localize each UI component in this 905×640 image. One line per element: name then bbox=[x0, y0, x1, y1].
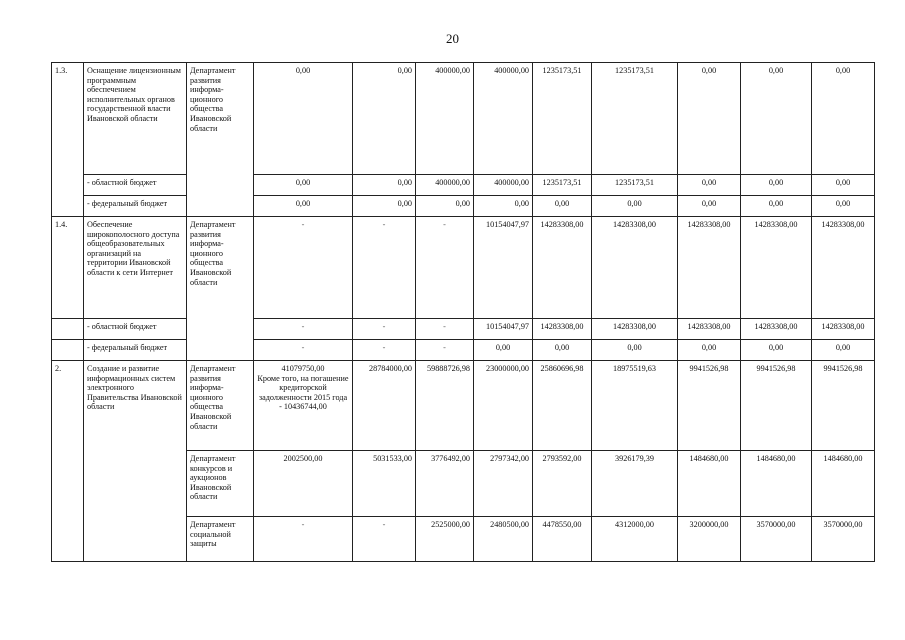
budget-source-label: - федеральный бюджет bbox=[84, 196, 187, 217]
value-cell: 3570000,00 bbox=[741, 517, 812, 562]
department: Департамент конкурсов и аукционов Ивановской области bbox=[187, 451, 254, 517]
value-cell: - bbox=[353, 517, 416, 562]
value-cell: 0,00 bbox=[416, 196, 474, 217]
value-cell: - bbox=[353, 340, 416, 361]
value-first: 41079750,00 bbox=[281, 364, 325, 373]
value-note: Кроме того, на погашение кредиторской задолженности 2015 года - 10436744,00 bbox=[257, 373, 349, 412]
value-cell: 0,00 bbox=[533, 340, 592, 361]
value-cell: 4312000,00 bbox=[592, 517, 678, 562]
value-cell: 0,00 bbox=[353, 196, 416, 217]
department: Департамент развития информа-ционного общества Ивановской области bbox=[187, 63, 254, 217]
department: Департамент развития информа-ционного общества Ивановской области bbox=[187, 361, 254, 451]
table-row bbox=[52, 196, 875, 217]
value-cell: 1235173,51 bbox=[592, 63, 678, 175]
value-cell: - bbox=[254, 319, 353, 340]
row-number-empty bbox=[52, 319, 84, 340]
table-row bbox=[52, 175, 875, 196]
value-cell: 0,00 bbox=[474, 196, 533, 217]
value-cell: 5031533,00 bbox=[353, 451, 416, 517]
table-row bbox=[52, 319, 875, 340]
value-cell: - bbox=[416, 217, 474, 319]
value-cell: 14283308,00 bbox=[741, 217, 812, 319]
value-cell: 2525000,00 bbox=[416, 517, 474, 562]
value-cell: 10154047,97 bbox=[474, 319, 533, 340]
value-cell: 2480500,00 bbox=[474, 517, 533, 562]
value-cell: 23000000,00 bbox=[474, 361, 533, 451]
value-cell: 14283308,00 bbox=[533, 319, 592, 340]
value-cell: 0,00 bbox=[592, 196, 678, 217]
value-cell: - bbox=[353, 319, 416, 340]
value-cell: 400000,00 bbox=[416, 175, 474, 196]
row-number-empty bbox=[52, 340, 84, 361]
value-cell: 9941526,98 bbox=[678, 361, 741, 451]
value-cell: 1235173,51 bbox=[592, 175, 678, 196]
value-cell: 2793592,00 bbox=[533, 451, 592, 517]
value-cell: 0,00 bbox=[678, 175, 741, 196]
value-cell: - bbox=[254, 217, 353, 319]
activity-name: Обеспечение широкополосного доступа общеобразовательных организаций на территории Ивановской области к сети Интернет bbox=[84, 217, 187, 319]
value-cell: 0,00 bbox=[741, 63, 812, 175]
value-cell: 0,00 bbox=[678, 196, 741, 217]
value-cell: 1235173,51 bbox=[533, 175, 592, 196]
department: Департамент социальной защиты bbox=[187, 517, 254, 562]
value-cell: 0,00 bbox=[254, 175, 353, 196]
value-cell: 3570000,00 bbox=[812, 517, 875, 562]
value-cell: 0,00 bbox=[678, 340, 741, 361]
value-cell: 10154047,97 bbox=[474, 217, 533, 319]
activity-name: Оснащение лицензионным программным обеспечением исполнительных органов государственной власти Ивановской области bbox=[84, 63, 187, 175]
page-number: 20 bbox=[446, 31, 459, 46]
value-cell: 18975519,63 bbox=[592, 361, 678, 451]
value-cell: 400000,00 bbox=[416, 63, 474, 175]
value-cell: 1484680,00 bbox=[741, 451, 812, 517]
value-cell: 3200000,00 bbox=[678, 517, 741, 562]
value-cell: 0,00 bbox=[812, 175, 875, 196]
table-row bbox=[52, 217, 875, 319]
value-cell: 28784000,00 bbox=[353, 361, 416, 451]
value-cell: 0,00 bbox=[812, 196, 875, 217]
value-cell: 14283308,00 bbox=[533, 217, 592, 319]
value-cell: 0,00 bbox=[741, 196, 812, 217]
value-cell: 1484680,00 bbox=[678, 451, 741, 517]
value-cell: - bbox=[416, 340, 474, 361]
value-cell: 59888726,98 bbox=[416, 361, 474, 451]
value-cell: 0,00 bbox=[353, 63, 416, 175]
value-cell: 400000,00 bbox=[474, 175, 533, 196]
value-cell: 14283308,00 bbox=[592, 319, 678, 340]
value-cell: 0,00 bbox=[254, 63, 353, 175]
row-number: 1.3. bbox=[52, 63, 84, 217]
value-cell: 0,00 bbox=[812, 63, 875, 175]
value-cell: - bbox=[416, 319, 474, 340]
activity-name: Создание и развитие информационных систем электронного Правительства Ивановской области bbox=[84, 361, 187, 562]
value-cell: 14283308,00 bbox=[678, 319, 741, 340]
value-cell: 1235173,51 bbox=[533, 63, 592, 175]
budget-source-label: - областной бюджет bbox=[84, 175, 187, 196]
value-cell: 0,00 bbox=[678, 63, 741, 175]
value-cell: - bbox=[254, 340, 353, 361]
department: Департамент развития информа-ционного общества Ивановской области bbox=[187, 217, 254, 361]
value-cell: 9941526,98 bbox=[812, 361, 875, 451]
budget-source-label: - областной бюджет bbox=[84, 319, 187, 340]
value-cell: 0,00 bbox=[254, 196, 353, 217]
budget-source-label: - федеральный бюджет bbox=[84, 340, 187, 361]
budget-table bbox=[51, 62, 875, 562]
value-cell: 0,00 bbox=[533, 196, 592, 217]
row-number: 1.4. bbox=[52, 217, 84, 319]
table-row bbox=[52, 361, 875, 451]
value-cell: 2002500,00 bbox=[254, 451, 353, 517]
value-cell: 4478550,00 bbox=[533, 517, 592, 562]
value-cell: 14283308,00 bbox=[812, 319, 875, 340]
row-number: 2. bbox=[52, 361, 84, 562]
value-cell: 3776492,00 bbox=[416, 451, 474, 517]
value-cell: 0,00 bbox=[592, 340, 678, 361]
value-cell: 2797342,00 bbox=[474, 451, 533, 517]
table-row bbox=[52, 63, 875, 175]
value-cell: 400000,00 bbox=[474, 63, 533, 175]
value-cell: 0,00 bbox=[741, 340, 812, 361]
value-cell: 3926179,39 bbox=[592, 451, 678, 517]
value-cell: 0,00 bbox=[741, 175, 812, 196]
value-cell: 14283308,00 bbox=[812, 217, 875, 319]
value-cell: - bbox=[353, 217, 416, 319]
value-cell: 14283308,00 bbox=[678, 217, 741, 319]
value-cell: 25860696,98 bbox=[533, 361, 592, 451]
value-cell: 0,00 bbox=[353, 175, 416, 196]
value-cell: 0,00 bbox=[474, 340, 533, 361]
value-cell: 0,00 bbox=[812, 340, 875, 361]
value-cell: 14283308,00 bbox=[592, 217, 678, 319]
table-row bbox=[52, 340, 875, 361]
value-cell: - bbox=[254, 517, 353, 562]
value-cell-with-note bbox=[254, 361, 353, 451]
value-cell: 9941526,98 bbox=[741, 361, 812, 451]
value-cell: 14283308,00 bbox=[741, 319, 812, 340]
value-cell: 1484680,00 bbox=[812, 451, 875, 517]
